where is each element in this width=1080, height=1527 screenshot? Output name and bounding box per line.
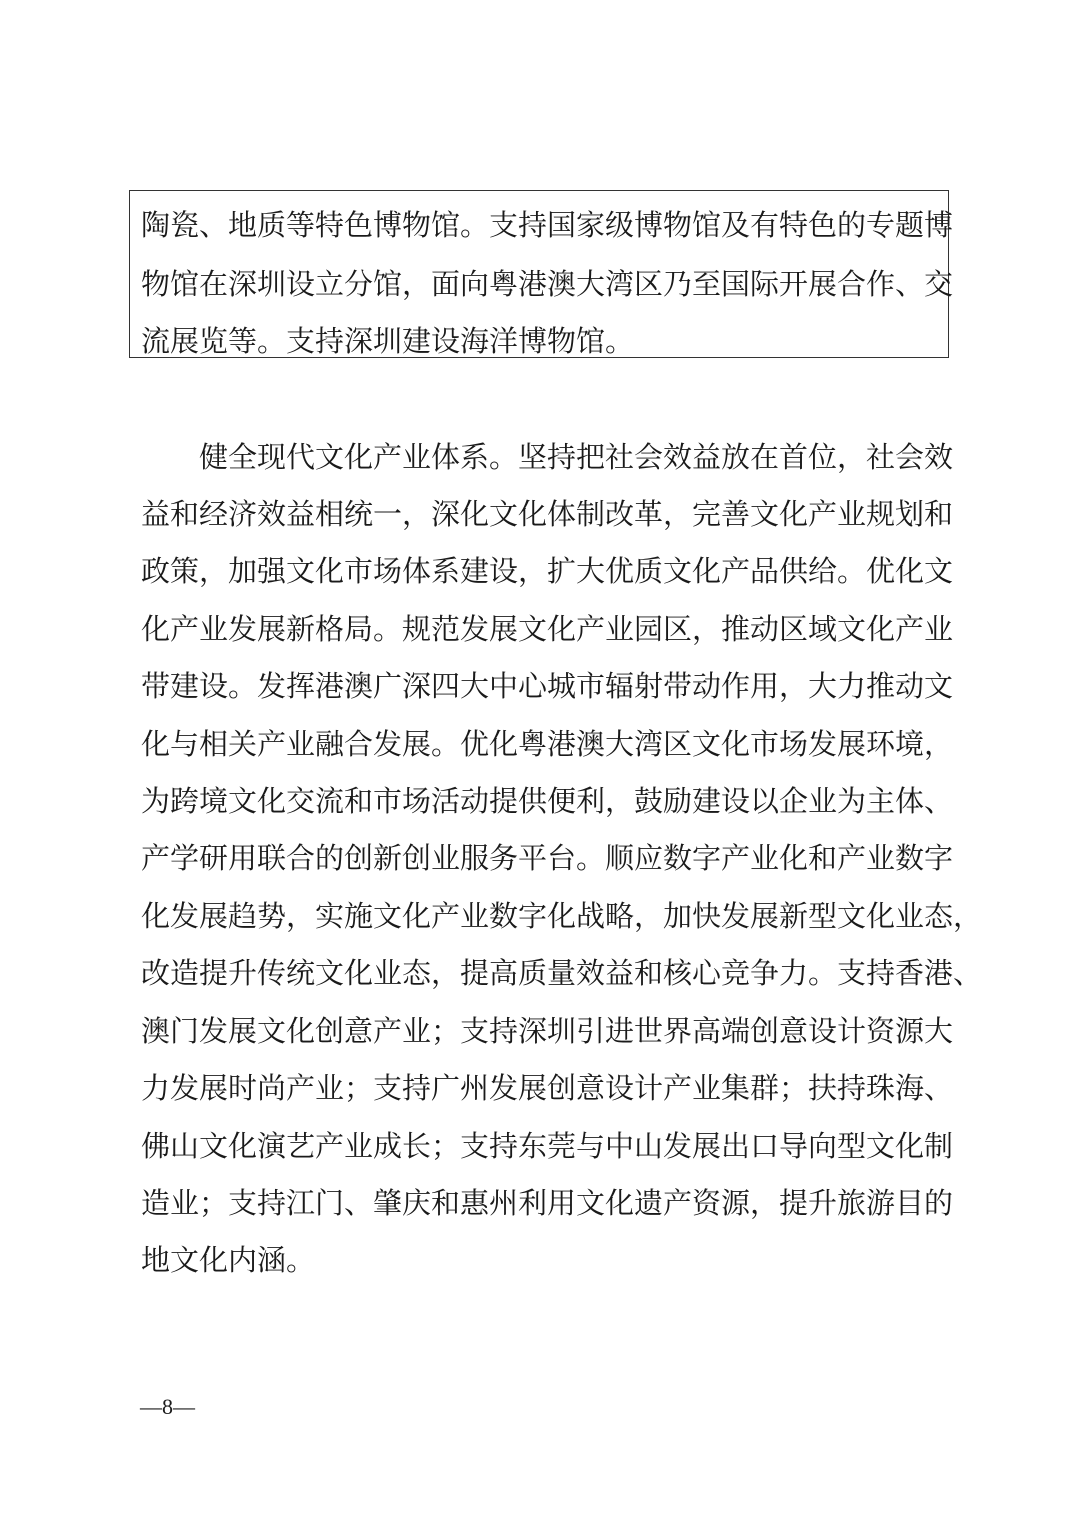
body-text-line-9: 化发展趋势，实施文化产业数字化战略，加快发展新型文化业态， — [141, 899, 983, 933]
box-text-line-2: 物馆在深圳设立分馆，面向粤港澳大湾区乃至国际开展合作、交 — [141, 267, 954, 301]
box-text-line-3: 流展览等。支持深圳建设海洋博物馆。 — [141, 324, 635, 358]
box-text-line-1: 陶瓷、地质等特色博物馆。支持国家级博物馆及有特色的专题博 — [141, 208, 954, 242]
page-number: —8— — [140, 1394, 195, 1419]
body-text-line-6: 化与相关产业融合发展。优化粤港澳大湾区文化市场发展环境， — [141, 727, 954, 761]
body-text-line-10: 改造提升传统文化业态，提高质量效益和核心竞争力。支持香港、 — [141, 956, 983, 990]
body-text-line-3: 政策，加强文化市场体系建设，扩大优质文化产品供给。优化文 — [141, 554, 954, 588]
body-text-line-2: 益和经济效益相统一，深化文化体制改革，完善文化产业规划和 — [141, 497, 954, 531]
body-text-line-8: 产学研用联合的创新创业服务平台。顺应数字产业化和产业数字 — [141, 841, 954, 875]
body-text-line-11: 澳门发展文化创意产业；支持深圳引进世界高端创意设计资源大 — [141, 1014, 954, 1048]
body-text-line-1: 健全现代文化产业体系。坚持把社会效益放在首位，社会效 — [199, 440, 954, 474]
body-text-line-15: 地文化内涵。 — [141, 1243, 316, 1277]
body-text-line-4: 化产业发展新格局。规范发展文化产业园区，推动区域文化产业 — [141, 612, 954, 646]
body-text-line-14: 造业；支持江门、肇庆和惠州利用文化遗产资源，提升旅游目的 — [141, 1186, 954, 1220]
body-text-line-5: 带建设。发挥港澳广深四大中心城市辐射带动作用，大力推动文 — [141, 669, 954, 703]
body-text-line-7: 为跨境文化交流和市场活动提供便利，鼓励建设以企业为主体、 — [141, 784, 954, 818]
body-text-line-13: 佛山文化演艺产业成长；支持东莞与中山发展出口导向型文化制 — [141, 1129, 954, 1163]
body-text-line-12: 力发展时尚产业；支持广州发展创意设计产业集群；扶持珠海、 — [141, 1071, 954, 1105]
